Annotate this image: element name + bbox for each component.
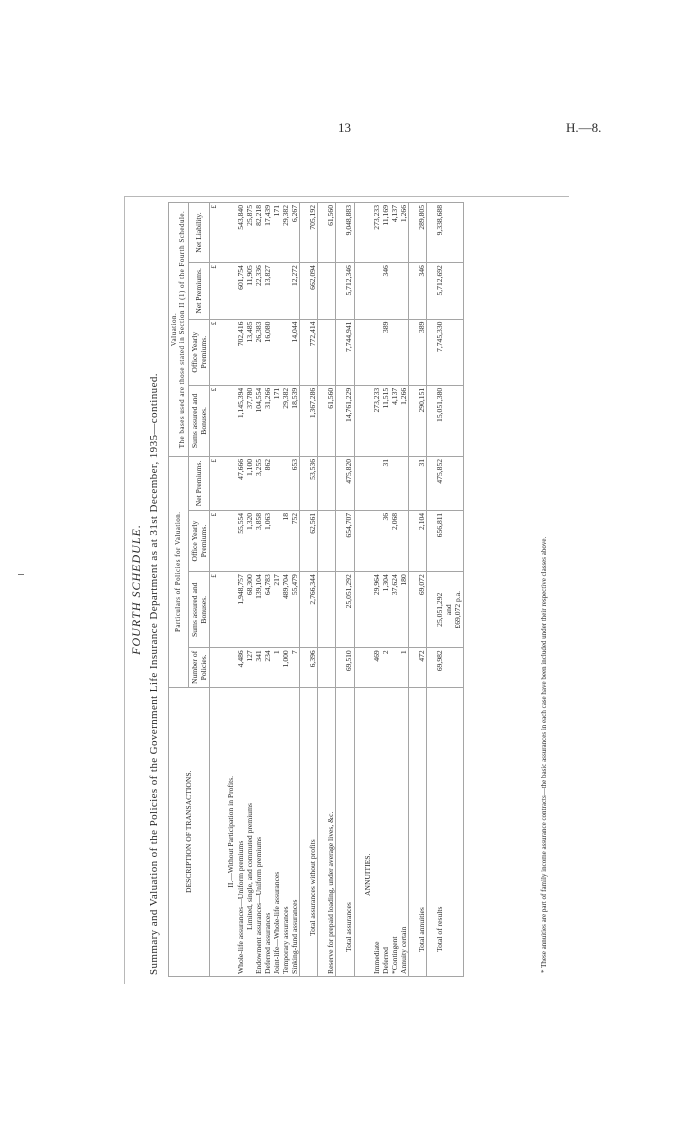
table-cell: 273,233 (372, 385, 381, 456)
table-cell: 1,000 (281, 648, 290, 687)
col-header: Number of Policies. (188, 648, 209, 687)
table-cell (354, 572, 372, 648)
row-label: Total assurances (336, 687, 354, 976)
cell-line: £69,072 p.a. (453, 590, 463, 629)
table-cell: 180 (399, 572, 409, 648)
section-title: II.—Without Participation in Profits. (218, 687, 235, 976)
table-cell: 2,766,344 (300, 572, 318, 648)
table-cell: £ (210, 319, 219, 385)
table-cell (281, 263, 290, 319)
table-cell (210, 687, 219, 976)
table-cell (427, 572, 463, 648)
table-cell: £ (210, 572, 219, 648)
table-cell: 1,948,757 (236, 572, 245, 648)
table-cell (354, 319, 372, 385)
table-cell (281, 319, 290, 385)
table-cell: 31 (381, 456, 390, 510)
table-cell: 290,151 (409, 385, 427, 456)
table-cell: 475,852 (427, 456, 463, 510)
row-label: Immediate (372, 687, 381, 976)
table-cell: 234 (263, 648, 272, 687)
table-cell: 3,858 (254, 510, 263, 571)
table-cell: 653 (290, 456, 300, 510)
table-cell (318, 648, 336, 687)
row-label: Deferred assurances (263, 687, 272, 976)
header-particulars: Particulars of Policies for Valuation. (169, 456, 189, 687)
table-row (281, 203, 290, 977)
table-cell: 69,510 (336, 648, 354, 687)
table-cell (354, 510, 372, 571)
table-row (318, 203, 336, 977)
table-cell: 62,561 (300, 510, 318, 571)
row-label: Reserve for prepaid loading, under average lives, &c. (318, 687, 336, 976)
table-cell: 6,396 (300, 648, 318, 687)
col-header: Sums assured and Bonuses. (188, 572, 209, 648)
table-cell (218, 203, 235, 263)
table-cell: £ (210, 203, 219, 263)
table-cell (354, 385, 372, 456)
table-cell: 171 (272, 385, 281, 456)
table-row-total (336, 203, 354, 977)
table-cell: 475,820 (336, 456, 354, 510)
table-cell: 29,964 (372, 572, 381, 648)
table-cell: 1 (272, 648, 281, 687)
table-cell: £ (210, 510, 219, 571)
table-cell: 127 (245, 648, 254, 687)
table-cell: 3,255 (254, 456, 263, 510)
table-cell: £ (210, 456, 219, 510)
table-title: Summary and Valuation of the Policies of the Government Life Insurance Department as at 31st December, 1935—continued. (148, 373, 160, 975)
table-row (236, 203, 245, 977)
table-cell (218, 385, 235, 456)
table-cell: 25,875 (245, 203, 254, 263)
cell-line: and (444, 604, 454, 616)
table-cell: 217 (272, 572, 281, 648)
table-cell: 752 (290, 510, 300, 571)
table-cell (399, 510, 409, 571)
table-cell: 64,783 (263, 572, 272, 648)
table-cell (318, 510, 336, 571)
table-cell (218, 319, 235, 385)
table-cell: 289,805 (409, 203, 427, 263)
row-label: Deferred (381, 687, 390, 976)
row-label: Total assurances without profits (300, 687, 318, 976)
table-cell: £ (210, 263, 219, 319)
table-cell (218, 510, 235, 571)
table-cell (399, 319, 409, 385)
table-cell: 11,515 (381, 385, 390, 456)
table-cell (354, 263, 372, 319)
table-cell (318, 319, 336, 385)
cell-line: 25,051,292 (435, 592, 445, 627)
table-cell: 4,486 (236, 648, 245, 687)
row-label: *Contingent (390, 687, 399, 976)
col-header: Sums assured and Bonuses. (188, 385, 209, 456)
table-row-total (300, 203, 318, 977)
table-cell: 389 (409, 319, 427, 385)
table-cell (272, 510, 281, 571)
table-cell: 11,169 (381, 203, 390, 263)
table-cell: 17,439 (263, 203, 272, 263)
table-cell (318, 572, 336, 648)
table-cell: 4,137 (390, 385, 399, 456)
valuation-label: Valuation. (170, 312, 178, 347)
table-cell: 13,485 (245, 319, 254, 385)
footnote: * These annuities are part of family income assurance contracts—the basic assurances in each case have been included under their respective classes above. (540, 536, 548, 973)
table-row (290, 203, 300, 977)
table-cell: 9,338,688 (427, 203, 463, 263)
table-cell: 1,100 (245, 456, 254, 510)
table-row-total (427, 203, 463, 977)
table-cell (318, 456, 336, 510)
table-cell (318, 263, 336, 319)
table-cell: 69,982 (427, 648, 463, 687)
table-cell: 29,382 (281, 203, 290, 263)
table-cell: 1,320 (245, 510, 254, 571)
table-cell: 53,536 (300, 456, 318, 510)
table-cell: 55,479 (290, 572, 300, 648)
table-cell: 472 (409, 648, 427, 687)
table-cell: 772,414 (300, 319, 318, 385)
table-cell: 9,048,883 (336, 203, 354, 263)
row-label: Total annuities (409, 687, 427, 976)
table-cell (390, 263, 399, 319)
table-cell: 341 (254, 648, 263, 687)
table-cell: 7,744,941 (336, 319, 354, 385)
valuation-table (168, 202, 464, 977)
row-label: Sinking-fund assurances (290, 687, 300, 976)
table-cell: 61,560 (318, 385, 336, 456)
annuities-title: ANNUITIES. (354, 687, 372, 976)
table-cell: 1,266 (399, 385, 409, 456)
table-cell (390, 319, 399, 385)
table-cell: 1 (399, 648, 409, 687)
table-cell: 61,560 (318, 203, 336, 263)
table-cell: 862 (263, 456, 272, 510)
table-cell: 5,712,346 (336, 263, 354, 319)
table-cell: 346 (381, 263, 390, 319)
table-row (399, 203, 409, 977)
table-cell: 82,218 (254, 203, 263, 263)
table-cell (372, 456, 381, 510)
col-header: Office Yearly Premiums. (188, 319, 209, 385)
row-label: Annuity certain (399, 687, 409, 976)
table-cell: 5,712,692 (427, 263, 463, 319)
table-cell: 2,068 (390, 510, 399, 571)
row-label: Endowment assurances—Uniform premiums (254, 687, 263, 976)
table-cell: 1,367,286 (300, 385, 318, 456)
table-cell: 7,745,330 (427, 319, 463, 385)
table-cell: 13,827 (263, 263, 272, 319)
table-cell (272, 319, 281, 385)
table-cell (218, 648, 235, 687)
table-cell (272, 263, 281, 319)
table-cell: 7 (290, 648, 300, 687)
table-row (254, 203, 263, 977)
table-cell: 4,137 (390, 203, 399, 263)
table-cell: 16,080 (263, 319, 272, 385)
table-cell: 29,382 (281, 385, 290, 456)
table-cell: 47,666 (236, 456, 245, 510)
row-label: Temporary assurances (281, 687, 290, 976)
table-cell (210, 648, 219, 687)
table-cell: 18,539 (290, 385, 300, 456)
row-label: Whole-life assurances—Uniform premiums (236, 687, 245, 976)
row-label: Total of results (427, 687, 463, 976)
table-cell (354, 203, 372, 263)
header-description: DESCRIPTION OF TRANSACTIONS. (169, 687, 210, 976)
table-cell (372, 319, 381, 385)
table-cell: 26,383 (254, 319, 263, 385)
table-cell: 139,104 (254, 572, 263, 648)
table-cell: 2,104 (409, 510, 427, 571)
table-cell: 705,192 (300, 203, 318, 263)
row-label: Limited, single, and commuted premiums (245, 687, 254, 976)
table-cell (399, 456, 409, 510)
table-cell: 36 (381, 510, 390, 571)
table-cell: 346 (409, 263, 427, 319)
table-cell: 31,266 (263, 385, 272, 456)
table-cell: 654,707 (336, 510, 354, 571)
table-row (390, 203, 399, 977)
col-header: Office Yearly Premiums. (188, 510, 209, 571)
table-cell: 662,094 (300, 263, 318, 319)
table-row (272, 203, 281, 977)
table-cell (272, 456, 281, 510)
page-number: 13 (338, 120, 351, 135)
table-cell: 25,051,292 (336, 572, 354, 648)
table-cell (390, 456, 399, 510)
table-row-total (409, 203, 427, 977)
table-cell (399, 263, 409, 319)
table-cell: 12,272 (290, 263, 300, 319)
table-cell: 489,704 (281, 572, 290, 648)
table-cell (218, 263, 235, 319)
table-cell: 31 (409, 456, 427, 510)
table-cell: £ (210, 385, 219, 456)
table-cell: 273,233 (372, 203, 381, 263)
table-cell: 389 (381, 319, 390, 385)
table-cell: 11,905 (245, 263, 254, 319)
table-cell: 22,336 (254, 263, 263, 319)
table-cell: 104,554 (254, 385, 263, 456)
table-cell: 37,624 (390, 572, 399, 648)
table-cell: 15,051,380 (427, 385, 463, 456)
table-cell: 1,063 (263, 510, 272, 571)
table-cell: 543,840 (236, 203, 245, 263)
table-cell: 6,267 (290, 203, 300, 263)
table-row (263, 203, 272, 977)
table-cell (218, 456, 235, 510)
table-cell: 601,754 (236, 263, 245, 319)
col-header: Net Liability. (188, 203, 209, 263)
table-row (245, 203, 254, 977)
table-cell (372, 510, 381, 571)
table-row (372, 203, 381, 977)
left-margin-mark (18, 574, 24, 575)
table-cell: 37,780 (245, 385, 254, 456)
table-row (381, 203, 390, 977)
table-cell (372, 263, 381, 319)
table-cell: 14,761,229 (336, 385, 354, 456)
rotated-schedule (124, 196, 568, 983)
col-header: Net Premiums. (188, 263, 209, 319)
table-cell: 1,304 (381, 572, 390, 648)
table-cell: 2 (381, 648, 390, 687)
table-cell (281, 456, 290, 510)
table-cell: 656,811 (427, 510, 463, 571)
row-label: Joint-life—Whole-life assurances (272, 687, 281, 976)
table-cell: 469 (372, 648, 381, 687)
table-cell (354, 456, 372, 510)
header-valuation (169, 203, 189, 457)
table-cell (218, 572, 235, 648)
col-header: Net Premiums. (188, 456, 209, 510)
table-cell: 55,554 (236, 510, 245, 571)
table-cell: 702,416 (236, 319, 245, 385)
table-cell: 18 (281, 510, 290, 571)
valuation-note: The bases used are those stated in Section II (1) of the Fourth Schedule. (178, 210, 187, 449)
table-cell: 68,300 (245, 572, 254, 648)
table-cell: 14,044 (290, 319, 300, 385)
table-cell: 171 (272, 203, 281, 263)
table-cell (354, 648, 372, 687)
table-cell: 1,266 (399, 203, 409, 263)
table-cell (390, 648, 399, 687)
table-cell: 69,072 (409, 572, 427, 648)
table-cell: 1,145,394 (236, 385, 245, 456)
page-reference: H.—8. (566, 120, 602, 135)
schedule-title: FOURTH SCHEDULE. (129, 524, 143, 655)
